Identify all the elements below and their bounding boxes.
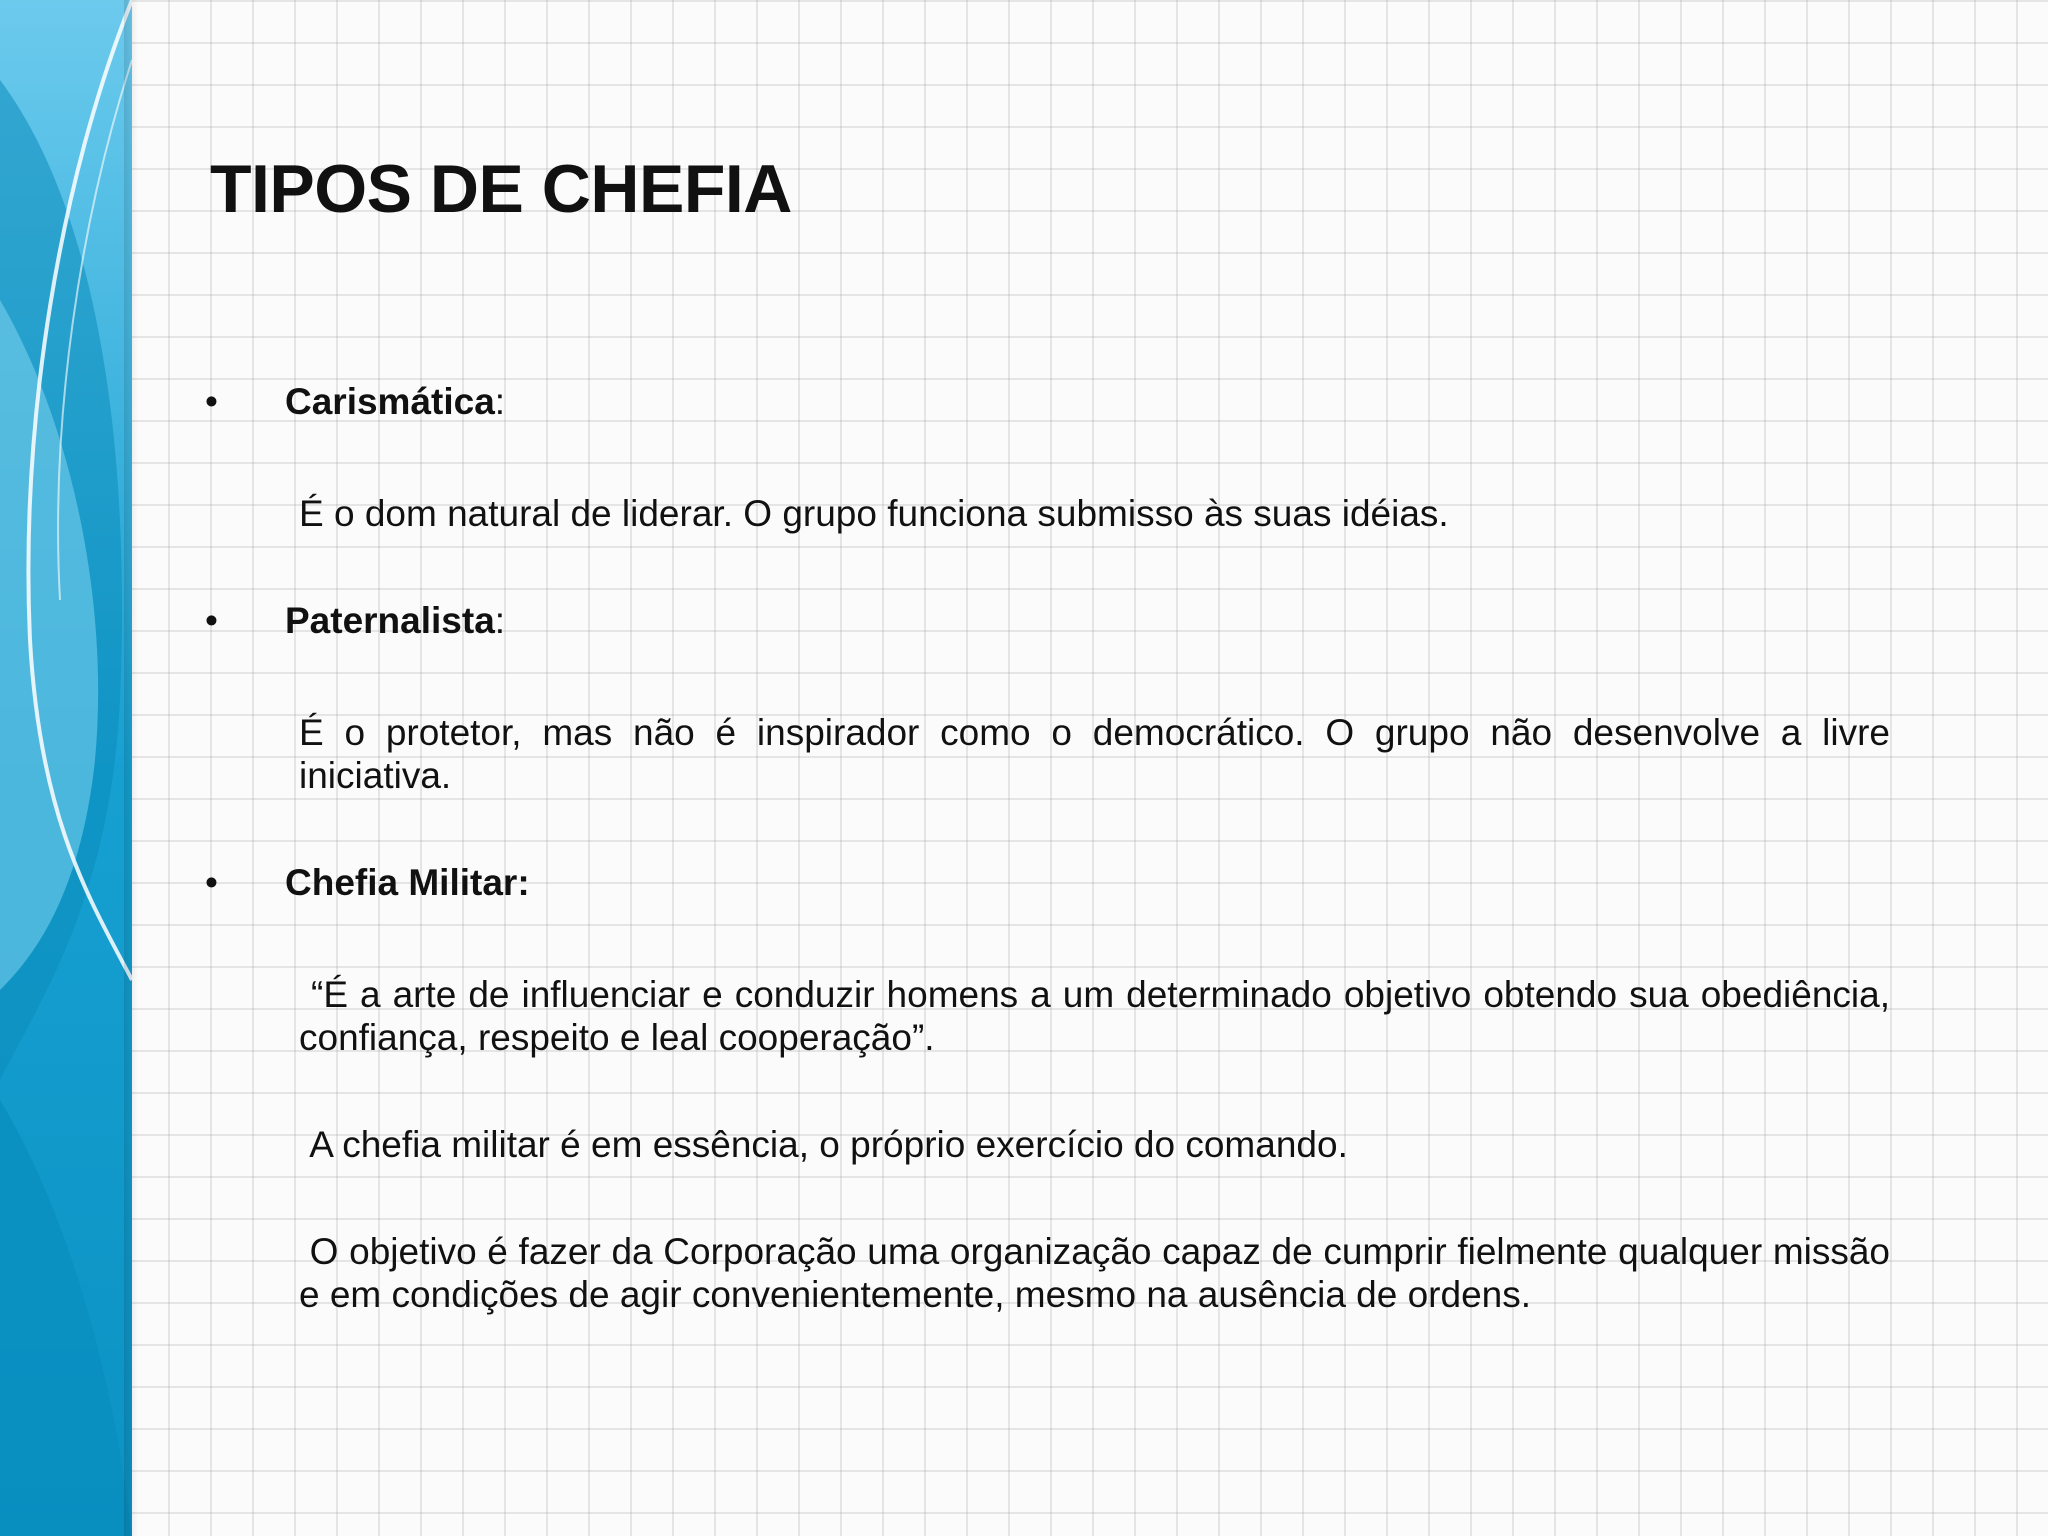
bullet-icon: • bbox=[205, 600, 218, 641]
decorative-side-band bbox=[0, 0, 132, 1536]
paragraph: É o protetor, mas não é inspirador como o democrático. O grupo não desenvolve a livre iniciativa. bbox=[299, 712, 1890, 796]
bullet-icon: • bbox=[205, 381, 218, 422]
bullet-term: Carismática bbox=[285, 381, 495, 422]
paragraph: O objetivo é fazer da Corporação uma organização capaz de cumprir fielmente qualquer missão e em condições de agir convenientemente, mesmo na ausência de ordens. bbox=[299, 1231, 1901, 1315]
paragraph: É o dom natural de liderar. O grupo funciona submisso às suas idéias. bbox=[299, 493, 1449, 534]
bullet-item-chefia-militar bbox=[205, 861, 1890, 921]
bullet-term-suffix: : bbox=[494, 381, 506, 422]
bullet-item-paternalista bbox=[205, 599, 1890, 659]
bullet-icon: • bbox=[205, 862, 218, 903]
bullet-term: Chefia Militar: bbox=[285, 862, 530, 903]
side-band-shadow bbox=[124, 0, 138, 1536]
slide-body bbox=[205, 380, 1901, 1316]
bullet-item-carismatica bbox=[205, 380, 1890, 440]
paragraph: A chefia militar é em essência, o próprio exercício do comando. bbox=[299, 1124, 1348, 1165]
slide-title: TIPOS DE CHEFIA bbox=[210, 151, 792, 227]
paragraph: “É a arte de influenciar e conduzir homens a um determinado objetivo obtendo sua obediência, confiança, respeito e leal cooperação”. bbox=[299, 974, 1901, 1058]
bullet-term: Paternalista bbox=[285, 600, 495, 641]
bullet-term-suffix: : bbox=[494, 600, 506, 641]
